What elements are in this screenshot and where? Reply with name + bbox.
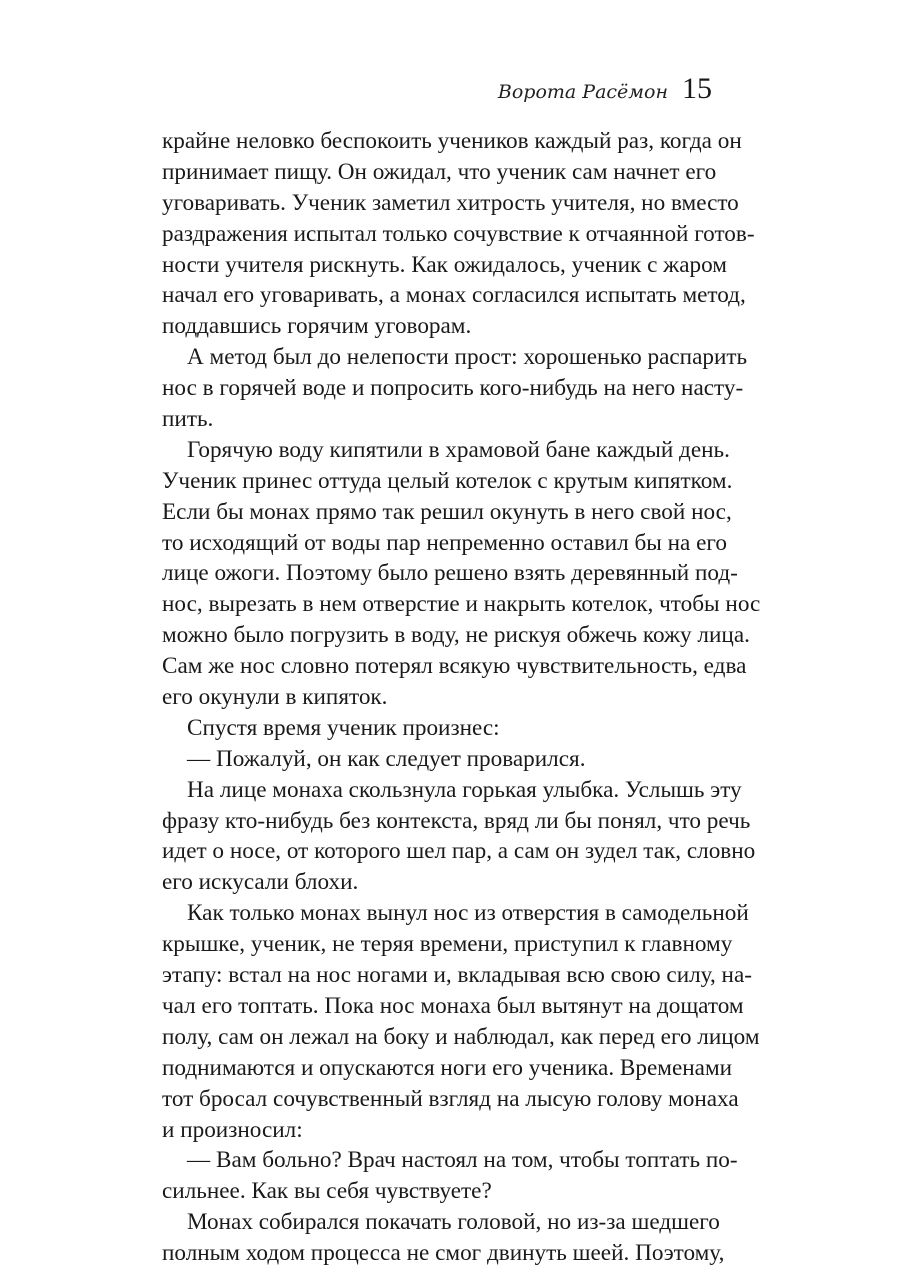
text-line: — Вам больно? Врач настоял на том, чтобы топтать по-	[187, 1147, 738, 1174]
text-line: можно было погрузить в воду, не рискуя обжечь кожу лица.	[162, 622, 750, 649]
text-line: его окунули в кипяток.	[162, 684, 388, 711]
running-title: Ворота Расёмон	[497, 81, 668, 103]
text-line: и произносил:	[162, 1116, 303, 1143]
running-header	[498, 72, 712, 106]
text-line: А метод был до нелепости прост: хорошенько распарить	[187, 344, 748, 371]
text-line: сильнее. Как вы себя чувствуете?	[162, 1178, 492, 1205]
text-line: уговаривать. Ученик заметил хитрость учителя, но вместо	[162, 189, 739, 216]
text-line: Горячую воду кипятили в храмовой бане каждый день.	[187, 436, 730, 463]
text-line: лице ожоги. Поэтому было решено взять деревянный под-	[162, 560, 738, 587]
text-line: — Пожалуй, он как следует проварился.	[187, 745, 586, 772]
text-line: раздражения испытал только сочувствие к отчаянной готов-	[162, 220, 755, 247]
text-line: Спустя время ученик произнес:	[187, 714, 500, 741]
paragraph	[162, 898, 760, 1145]
paragraph	[162, 435, 761, 713]
paragraph	[162, 744, 712, 775]
text-line: его искусали блохи.	[162, 869, 359, 896]
text-line: чал его топтать. Пока нос монаха был вытянут на дощатом	[162, 992, 744, 1019]
text-line: идет о носе, от которого шел пар, а сам он зудел так, словно	[162, 838, 756, 865]
text-line: поднимаются и опускаются ноги его ученика. Временами	[162, 1054, 733, 1081]
text-line: полным ходом процесса не смог двинуть шеей. Поэтому,	[162, 1240, 725, 1267]
text-line: этапу: встал на нос ногами и, вкладывая всю свою силу, на-	[162, 962, 752, 989]
text-line: тот бросал сочувственный взгляд на лысую голову монаха	[162, 1085, 739, 1112]
text-line: начал его уговаривать, а монах согласился испытать метод,	[162, 282, 746, 309]
text-line: Ученик принес оттуда целый котелок с крутым кипятком.	[162, 467, 733, 494]
text-line: ности учителя рискнуть. Как ожидалось, ученик с жаром	[162, 251, 727, 278]
text-line: Монах собирался покачать головой, но из-за шедшего	[187, 1209, 720, 1236]
text-line: поддавшись горячим уговорам.	[162, 313, 472, 340]
paragraph	[162, 775, 756, 899]
text-line: фразу кто-нибудь без контекста, вряд ли бы понял, что речь	[162, 807, 751, 834]
text-line: крайне неловко беспокоить учеников каждый раз, когда он	[162, 128, 742, 154]
paragraph	[162, 1207, 725, 1269]
text-line: пить.	[162, 406, 214, 433]
paragraph	[162, 126, 755, 342]
paragraph	[162, 1145, 738, 1207]
text-line: нос, вырезать в нем отверстие и накрыть котелок, чтобы нос	[162, 591, 761, 618]
paragraph	[162, 713, 712, 744]
text-line: На лице монаха скользнула горькая улыбка. Услышь эту	[187, 776, 742, 803]
text-line: Сам же нос словно потерял всякую чувствительность, едва	[162, 653, 747, 680]
text-line: полу, сам он лежал на боку и наблюдал, как перед его лицом	[162, 1023, 760, 1050]
page-number: 15	[682, 72, 712, 105]
text-line: то исходящий от воды пар непременно оставил бы на его	[162, 529, 727, 556]
paragraph	[162, 342, 748, 435]
text-line: Как только монах вынул нос из отверстия в самодельной	[187, 900, 749, 927]
text-line: Если бы монах прямо так решил окунуть в него свой нос,	[162, 498, 732, 525]
body-text	[162, 126, 761, 1269]
text-line: крышке, ученик, не теряя времени, приступил к главному	[162, 931, 733, 958]
text-line: принимает пищу. Он ожидал, что ученик сам начнет его	[162, 158, 717, 185]
text-line: нос в горячей воде и попросить кого-нибудь на него насту-	[162, 375, 744, 402]
